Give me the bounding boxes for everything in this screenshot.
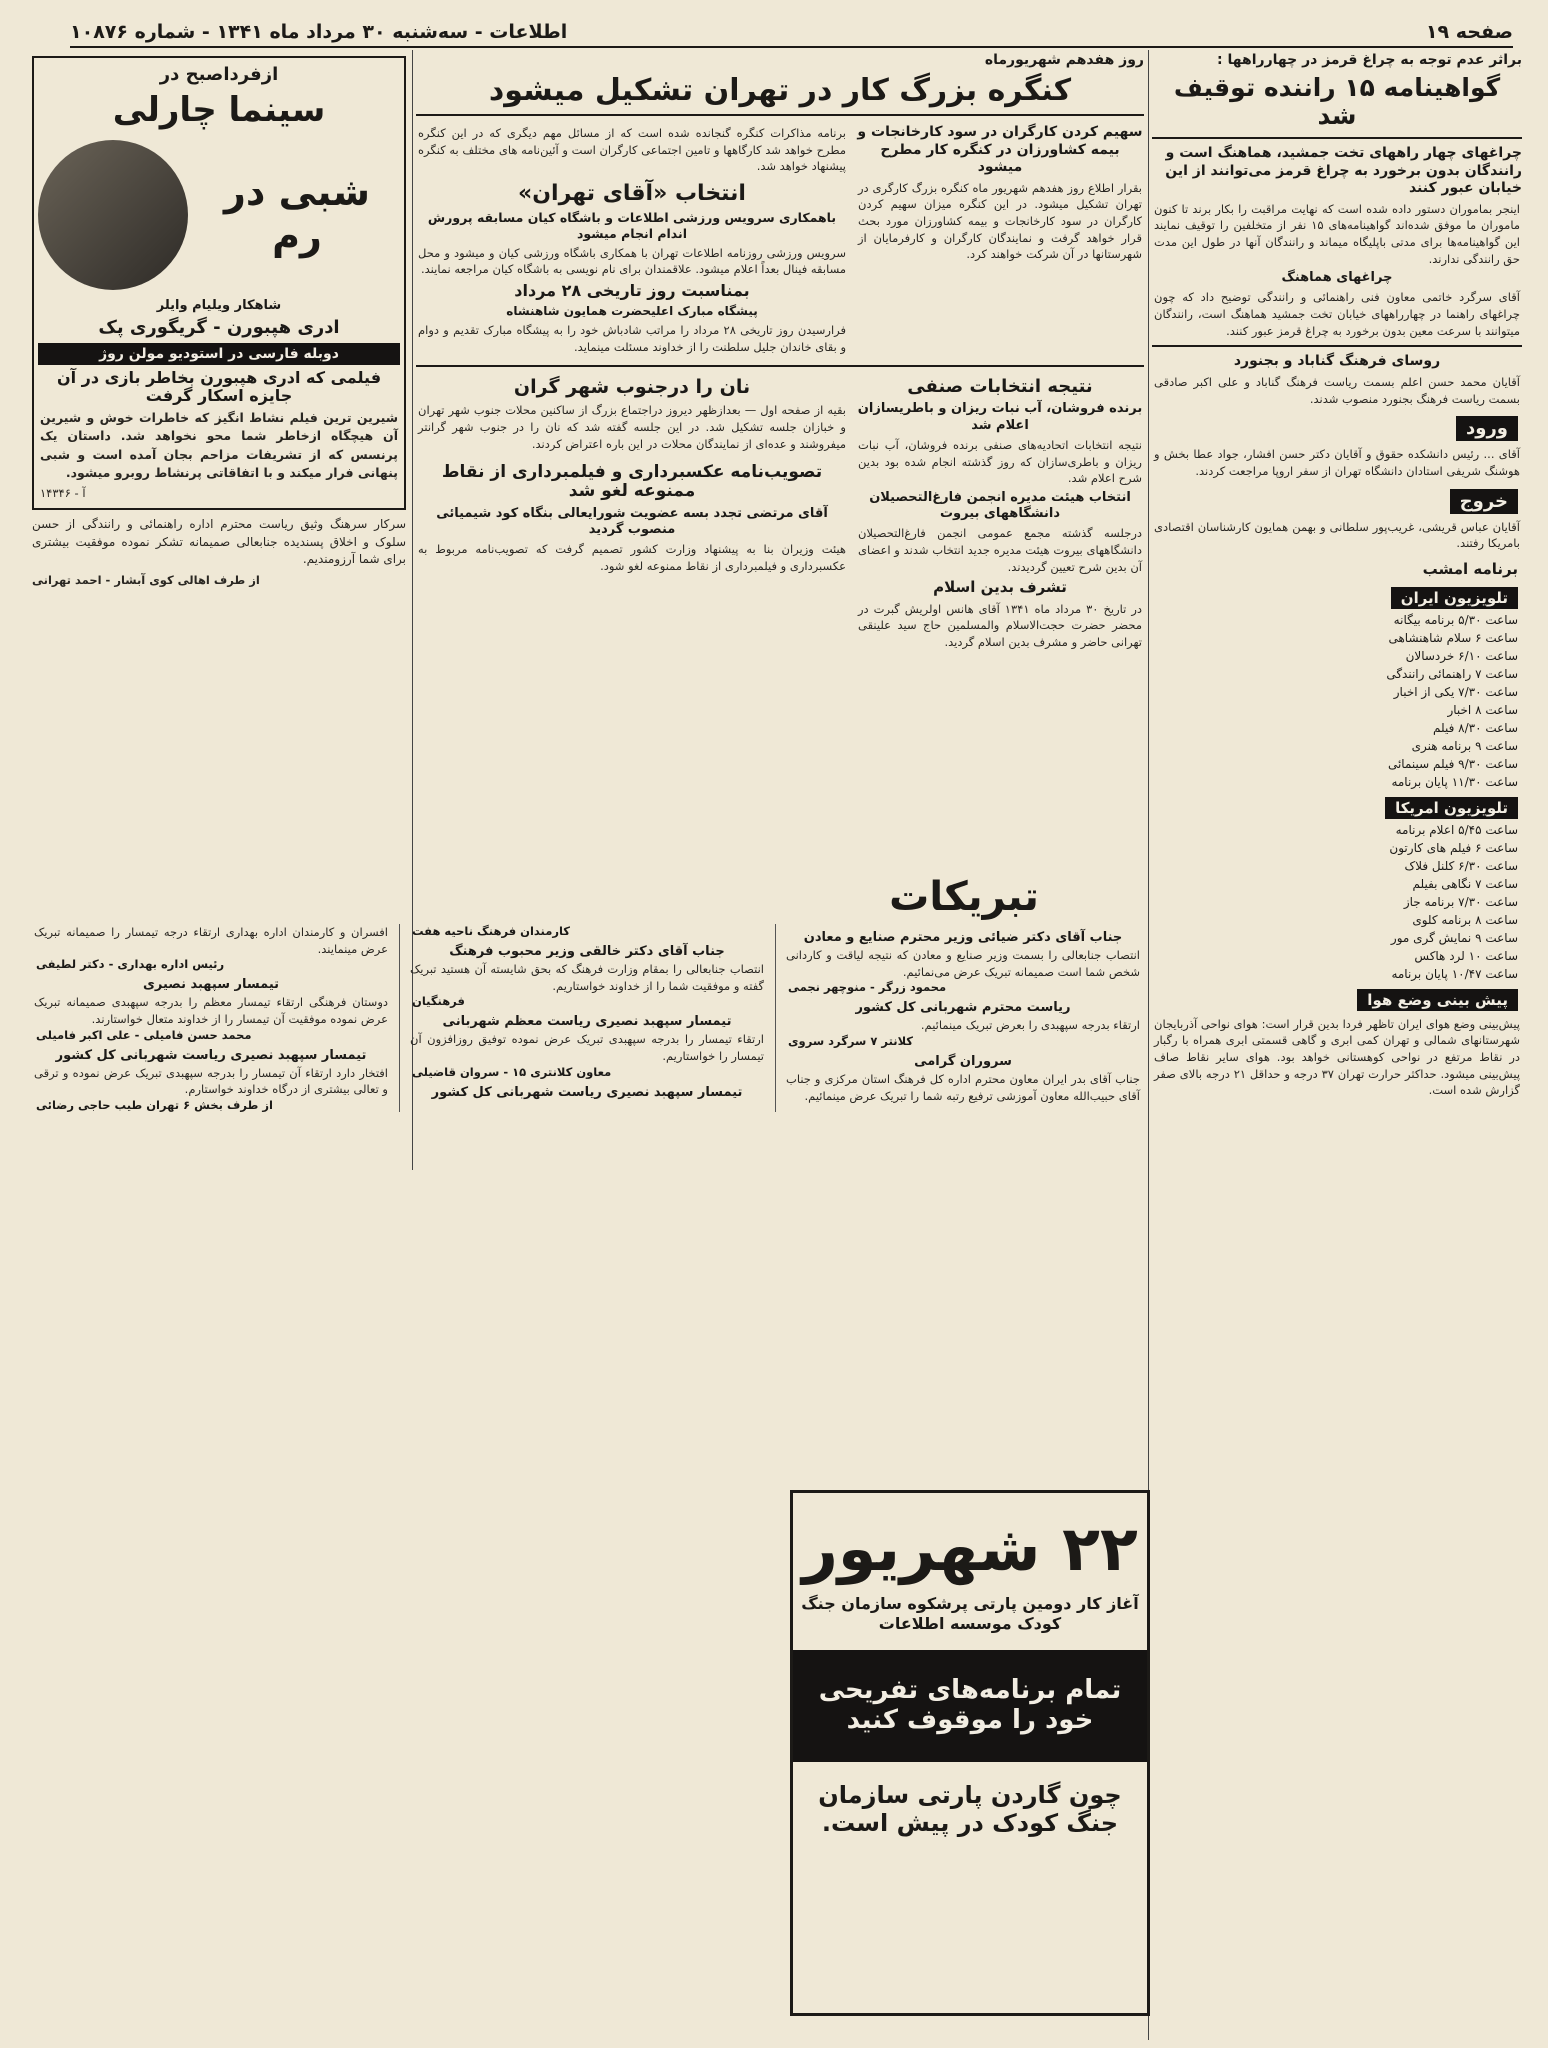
congrats-item-sign: محمود زرگر - منوچهر نجمی	[788, 980, 947, 995]
film-stars: ادری هپبورن - گریگوری پک	[98, 316, 340, 338]
cinema-ad-box	[32, 56, 406, 510]
film-desc-head: فیلمی که ادری هپبورن بخاطر بازی در آن جایزه اسکار گرفت	[56, 367, 382, 405]
tv-america-slot: ساعت ۶/۳۰ کلنل فلاک	[1404, 858, 1518, 873]
arrivals-label: ورود	[1456, 416, 1518, 441]
congress-story-left	[416, 122, 848, 359]
congrats-item-body: ارتقاء بدرجه سپهبدی را بعرض تبریک مینمائیم.	[920, 1018, 1140, 1033]
congress-story-right	[856, 122, 1144, 359]
congrats-item-title: ریاست محترم شهربانی کل کشور	[855, 1000, 1071, 1016]
congrats-item-body: انتصاب جنابعالی را بمقام وزارت فرهنگ که بحق شایسته آن هستید تبریک گفته و موفقیت شما را از خداوند خواستاریم.	[410, 962, 764, 993]
congrats-item-sign: از طرف بخش ۶ تهران طیب حاجی رضائی	[36, 1098, 273, 1113]
congrats-item-body: انتصاب جنابعالی را بسمت وزیر صنایع و معادن که نتیجه لیاقت و کاردانی شخص شما است صمیمانه تبریک عرض می‌نمائیم.	[786, 948, 1140, 979]
tv-america-slot: ساعت ۷ نگاهی بفیلم	[1412, 876, 1518, 891]
results-headline: نتیجه انتخابات صنفی	[907, 375, 1093, 397]
tv-america-logo: تلویزیون امریکا	[1385, 797, 1518, 819]
tv-iran-slot: ساعت ۶ سلام شاهنشاهی	[1388, 630, 1518, 645]
tv-america-slot: ساعت ۱۰ لرد هاکس	[1414, 948, 1518, 963]
actress-photo	[38, 140, 188, 290]
appointment-body: هیئت وزیران بنا به پیشنهاد وزارت کشور تصمیم گرفت که تصویب‌نامه مربوط به عکسبرداری و فیلمبرداری از نقاط ممنوعه لغو شود.	[418, 542, 846, 573]
film-title: شبی در رم	[224, 169, 370, 258]
congrats-item-sign: کلانتر ۷ سرگرد سروی	[788, 1034, 913, 1049]
congrats-item-title: تیمسار سپهبد نصیری ریاست شهربانی کل کشور	[431, 1084, 743, 1100]
tv-iran-slot: ساعت ۵/۳۰ برنامه بیگانه	[1393, 612, 1518, 627]
congrats-item-sign: فرهنگیان	[412, 994, 465, 1009]
congrats-item-sign: کارمندان فرهنگ ناحیه هفت	[412, 924, 570, 938]
tv-america-slot: ساعت ۹ نمایش گری مور	[1390, 930, 1518, 945]
divider	[1152, 345, 1522, 347]
cinema-hero	[38, 134, 400, 296]
congrats-title: تبریکات	[889, 874, 1039, 920]
appointment-headline: آقای مرتضی تجدد بسه عضویت شورایعالی بنگاه کود شیمیائی منصوب گردید	[436, 505, 828, 537]
banner-line1: آغاز کار دومین پارتی پرشکوه سازمان جنگ کودک موسسه اطلاعات	[801, 1594, 1139, 1634]
arrivals-body: آقای ... رئیس دانشکده حقوق و آقایان دکتر حسن افشار، جواد عطا بخش و هوشنگ شریفی استادان دانشگاه تهران از سفر اروپا مراجعت کردند.	[1154, 447, 1520, 478]
banner-line3: چون گاردن پارتی سازمان جنگ کودک در پیش است.	[818, 1781, 1122, 1837]
thanks-note: سرکار سرهنگ وثیق ریاست محترم اداره راهنمائی و رانندگی از حسن سلوک و اخلاق پسندیده جنابعالی صمیمانه تشکر نموده موفقیت بیشتری برای شما آرزومندیم.	[32, 517, 406, 567]
congrats-item-body: دوستان فرهنگی ارتقاء تیمسار معظم را بدرجه سپهبدی صمیمانه تبریک عرض نموده موفقیت آن تیمسار را از خداوند متعال خواستارند.	[34, 995, 388, 1027]
traffic-body2: آقای سرگرد خاتمی معاون فنی راهنمائی و رانندگی توضیح داد که چون چراغهای راهنما در چهارراههای خیابان تخت جمشید هماهنگ است، رانندگان میتوانند با سرعت معین بدون برخورد به چراغ قرمز عبور کنند.	[1154, 290, 1520, 338]
south-bread-headline: نان را درجنوب شهر گران	[513, 375, 751, 398]
anniversary-subhead: پیشگاه مبارک اعلیحضرت همایون شاهنشاه	[506, 304, 758, 319]
congress-subhead: سهیم کردن کارگران در سود کارخانجات و بیمه کشاورزان در کنگره کار مطرح میشود	[857, 124, 1143, 175]
board-body: درجلسه گذشته مجمع عمومی انجمن فارغ‌التحصیلان دانشگاههای بیروت هیئت مدیره جدید انتخاب شدند و اعضای آن بدین شرح تعیین گردیدند.	[858, 526, 1142, 574]
lower-center-left	[416, 373, 848, 654]
memorial-headline: تشرف بدین اسلام	[933, 578, 1067, 597]
congress-story	[416, 122, 1144, 359]
film-credit: شاهکار ویلیام وایلر	[156, 297, 282, 313]
results-subhead: برنده فروشان، آب نبات ریزان و باطریسازان اعلام شد	[857, 401, 1143, 433]
congress-body-1: بقرار اطلاع روز هفدهم شهریور ماه کنگره بزرگ کارگری در تهران تشکیل میشود. در این کنگره میزان سهیم کردن کارگران در سود کارخانجات و بیمه کشاورزان مورد بحث قرار خواهد گرفت و نمایندگان کارگران و کارفرمایان از شهرستانها در آن شرکت خواهند کرد.	[858, 180, 1142, 262]
tv-iran-slot: ساعت ۶/۱۰ خردسالان	[1405, 648, 1518, 663]
congress-body-2: برنامه مذاکرات کنگره گنجانده شده است که از مسائل مهم دیگری که در این کنگره مطرح خواهد شد کارگاهها و تامین اجتماعی کارگران است و آئین‌نامه های مختلف به کنگره پیشنهاد خواهد شد.	[418, 126, 846, 174]
cinema-name: سینما چارلی	[112, 89, 326, 130]
tv-iran-slot: ساعت ۷ راهنمائی رانندگی	[1386, 666, 1518, 681]
traffic-subhead: چراغهای چهار راههای تخت جمشید، هماهنگ است و رانندگان بدون برخورد به چراغ قرمز می‌توانند از این خیابان عبور کنند	[1165, 145, 1522, 196]
film-desc: شیرین ترین فیلم نشاط انگیز که خاطرات خوش و شیرین آن هیچگاه ازخاطر شما محو نخواهد شد. داستان یک پرنسس که از تشریفات مزاحم بجان آمده است و شبی پنهانی فرار میکند و با اتفاقاتی پرنشاط روبرو میشود.	[40, 410, 398, 480]
congrats-item-body: جناب آقای بدر ایران معاون محترم اداره کل فرهنگ استان مرکزی و جناب آقای حبیب‌الله معاون آموزشی ترفیع رتبه شما را تبریک عرض مینمائیم.	[786, 1072, 1140, 1103]
divider	[416, 365, 1144, 367]
photo-ban-headline: تصویب‌نامه عکسبرداری و فیلمبرداری از نقاط ممنوعه لغو شد	[441, 461, 823, 502]
congrats-item-title: جناب آقای دکتر خالقی وزیر محبوب فرهنگ	[449, 944, 725, 959]
divider	[1152, 137, 1522, 139]
tv-america-slot: ساعت ۱۰/۴۷ پایان برنامه	[1391, 966, 1518, 981]
election-subhead: باهمکاری سرویس ورزشی اطلاعات و باشگاه کیان مسابقه پرورش اندام انجام میشود	[427, 210, 837, 241]
banner-date: ۲۲ شهریور	[802, 1512, 1138, 1585]
tv-america-slot: ساعت ۶ فیلم های کارتون	[1389, 840, 1518, 855]
tv-iran-logo: تلویزیون ایران	[1391, 587, 1518, 609]
memorial-body: در تاریخ ۳۰ مرداد ماه ۱۳۴۱ آقای هانس اولریش گبرت در محضر حضرت حجت‌الاسلام والمسلمین حاج سید علینقی تهرانی حاضر و مشرف بدین اسلام گردید.	[858, 601, 1142, 649]
traffic-body: اینجر بماموران دستور داده شده است که نهایت مراقبت را بکار برند تا کنون ماموران ما موفق شده‌اند گواهینامه‌های ۱۵ نفر از متخلفین را توقیف نمایند این گواهینامه‌ها برای مدتی باپلیگاه میماند و رانندگان آنها در طول این مدت حق رانندگی ندارند.	[1154, 201, 1520, 266]
results-body: نتیجه انتخابات اتحادیه‌های صنفی برنده فروشان، آب نبات ریزان و باطری‌سازان که روز گذشته انجام شده بود بدین شرح اعلام شد.	[858, 437, 1142, 486]
congrats-item-title: تیمسار سپهبد نصیری	[142, 977, 280, 993]
cinema-top: ازفرداصبح در	[159, 64, 279, 85]
banner-line2: تمام برنامه‌های تفریحی خود را موقوف کنید	[793, 1650, 1147, 1762]
board-headline: انتخاب هیئت مدیره انجمن فارغ‌التحصیلان دانشگاههای بیروت	[869, 489, 1131, 522]
congrats-item-title: سروران گرامی	[914, 1054, 1012, 1070]
congrats-item	[406, 944, 768, 1008]
congrats-item-body: ارتقاء تیمسار را بدرجه سپهبدی تبریک عرض نموده توفیق روزافزون آن تیمسار را خواستاریم.	[410, 1032, 764, 1064]
tv-america-slot: ساعت ۷/۳۰ برنامه جاز	[1403, 894, 1518, 909]
congrats-item-sign: معاون کلانتری ۱۵ - سروان قاضیلی	[412, 1064, 612, 1079]
tv-america-schedule	[1152, 821, 1522, 983]
traffic-sub2: چراغهای هماهنگ	[1281, 270, 1393, 286]
traffic-headline: گواهینامه ۱۵ راننده توقیف شد	[1173, 72, 1501, 131]
congrats-list	[30, 924, 1144, 1112]
thanks-sign: از طرف اهالی کوی آبشار - احمد تهرانی	[32, 572, 260, 587]
congress-kicker: روز هفدهم شهریورماه	[984, 52, 1144, 68]
tv-iran-schedule	[1152, 611, 1522, 791]
congrats-item	[782, 1000, 1144, 1048]
tonight-label: برنامه امشب	[1422, 559, 1518, 578]
weather-label: پیش بینی وضع هوا	[1357, 989, 1518, 1011]
congrats-item-sign: محمد حسن فامیلی - علی اکبر فامیلی	[36, 1027, 252, 1042]
tv-iran-slot: ساعت ۹ برنامه هنری	[1411, 738, 1518, 753]
page-header	[70, 18, 1513, 48]
congrats-item	[30, 977, 392, 1041]
dub-banner: دوبله فارسی در استودیو مولن روژ	[38, 343, 400, 365]
divider	[416, 114, 1144, 116]
congrats-item	[30, 1048, 392, 1112]
masthead-line: اطلاعات - سه‌شنبه ۳۰ مرداد ماه ۱۳۴۱ - شماره ۱۰۸۷۶	[70, 21, 568, 43]
culture-heads-body: آقایان محمد حسن اعلم بسمت ریاست فرهنگ گناباد و علی اکبر صادقی بسمت ریاست فرهنگ بجنورد منصوب شدند.	[1154, 374, 1520, 406]
departures-label: خروج	[1450, 489, 1518, 514]
garden-party-banner	[790, 1490, 1150, 2016]
tv-america-slot: ساعت ۸ برنامه کلوی	[1412, 912, 1518, 927]
right-column	[1152, 50, 1522, 2045]
anniversary-headline: بمناسبت روز تاریخی ۲۸ مرداد	[514, 280, 750, 300]
departures-body: آقایان عباس قریشی، غریب‌پور سلطانی و بهمن همایون کارشناسان اقتصادی بامریکا رفتند.	[1154, 519, 1520, 551]
tv-iran-slot: ساعت ۹/۳۰ فیلم سینمائی	[1387, 756, 1518, 771]
tv-iran-slot: ساعت ۸ اخبار	[1447, 702, 1518, 717]
lower-center	[416, 373, 1144, 654]
election-body: سرویس ورزشی روزنامه اطلاعات تهران با همکاری باشگاه ورزشی کیان و میشود و محل مسابقه فینال بعداً اعلام میشود. علاقمندان برای نام نویسی به باشگاه کیان مراجعه نمایند.	[418, 245, 846, 277]
election-headline: انتخاب «آقای تهران»	[518, 181, 746, 207]
congrats-item	[406, 1014, 768, 1078]
tv-iran-slot: ساعت ۸/۳۰ فیلم	[1433, 720, 1518, 735]
traffic-kicker: براثر عدم توجه به چراغ قرمز در چهارراهها :	[1217, 52, 1522, 68]
congrats-item	[782, 930, 1144, 994]
weather-body: پیش‌بینی وضع هوای ایران تاظهر فردا بدین قرار است: هوای نواحی آذربایجان شهرستانهای شمالی و تهران کمی ابری و گاهی قسمتی ابری همراه با رگبار در نقاط مرتفع در نواحی کوهستانی خواهد بود. هوای سایر نقاط صاف پیش‌بینی میشود. حداکثر حرارت تهران ۳۷ درجه و حداقل ۲۱ درجه بالای صفر گزارش شده است.	[1154, 1016, 1521, 1098]
congrats-item-sign: رئیس اداره بهداری - دکتر لطیفی	[36, 957, 225, 972]
congrats-item-title: تیمسار سپهبد نصیری ریاست معظم شهربانی	[442, 1014, 732, 1030]
congrats-item-body: افتخار دارد ارتقاء آن تیمسار را بدرجه سپهبدی تبریک عرض نموده و ترقی و تعالی بیشتری از درگاه خداوند خواستارم.	[34, 1065, 388, 1097]
congress-headline: کنگره بزرگ کار در تهران تشکیل میشود	[488, 72, 1072, 108]
page-number: صفحه ۱۹	[1425, 21, 1513, 43]
congrats-item-title: جناب آقای دکتر ضیائی وزیر محترم صنایع و معادن	[803, 930, 1123, 945]
congrats-item-body: افسران و کارمندان اداره بهداری ارتقاء درجه تیمسار را صمیمانه تبریک عرض مینمایند.	[34, 925, 388, 956]
cinema-ad	[30, 50, 408, 910]
anniversary-body: فرارسیدن روز تاریخی ۲۸ مرداد را مراتب شادباش خود را به پیشگاه مبارک تقدیم و دوام و بقای خاندان جلیل سلطنت را از خداوند مسئلت مینماید.	[418, 323, 846, 354]
ad-code: آ - ۱۴۳۴۶	[40, 485, 86, 500]
congrats-item-title: تیمسار سپهبد نصیری ریاست شهربانی کل کشور	[55, 1047, 367, 1063]
culture-heads-title: روسای فرهنگ گناباد و بجنورد	[1233, 353, 1441, 370]
tv-iran-slot: ساعت ۱۱/۳۰ پایان برنامه	[1391, 774, 1518, 789]
lower-center-right	[856, 373, 1144, 654]
south-bread-body: بقیه از صفحه اول — بعدازظهر دیروز دراجتماع بزرگ از ساکنین محلات جنوب شهر تهران و خبازان جلسه تشکیل شد. در این جلسه گفته شد که نان را در جنوب شهر گرانتر میفروشند و عده‌ای از نمایندگان محلات در این باره اعتراض کردند.	[418, 403, 846, 451]
tv-america-slot: ساعت ۵/۴۵ اعلام برنامه	[1395, 822, 1518, 837]
tv-iran-slot: ساعت ۷/۳۰ یکی از اخبار	[1393, 684, 1518, 699]
